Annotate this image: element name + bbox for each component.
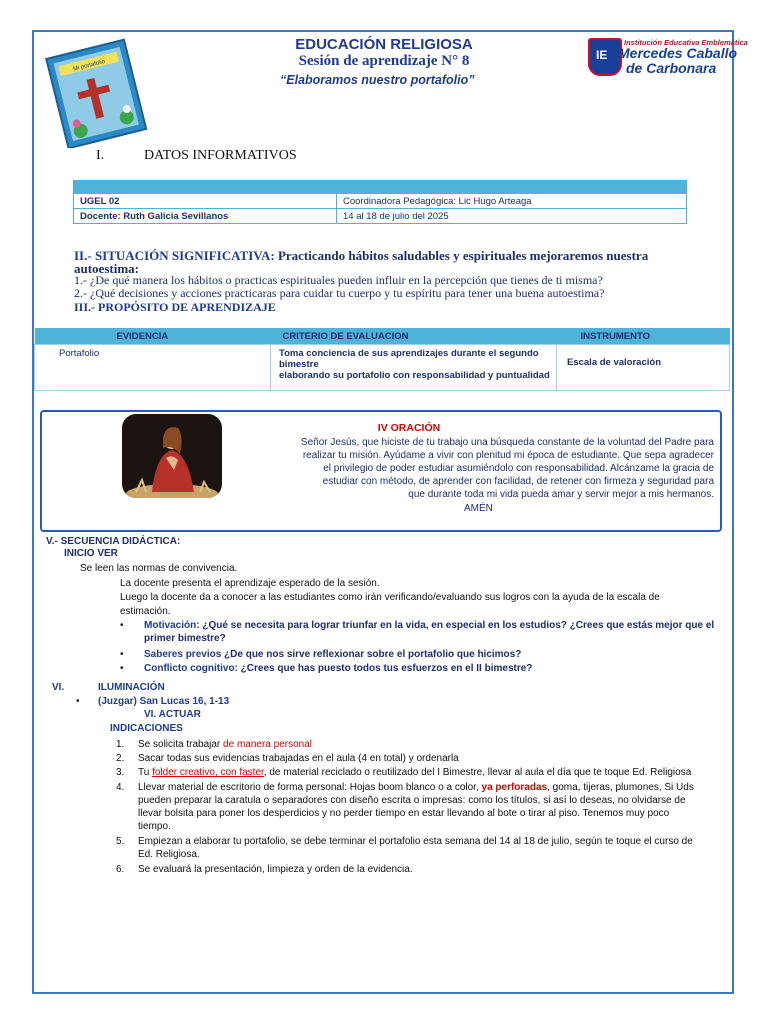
step-text: , goma, tijeras, plumones, Si Uds xyxy=(547,782,694,793)
step-4-cont: llevar bolsita para poner los desperdicios y no perder tiempo en estar llevando al bote o tirar al piso. Tenemos muy poco xyxy=(138,808,670,819)
bullet-icon: • xyxy=(120,620,124,631)
motivation-label: Motivación: xyxy=(144,620,200,631)
criterion-line-2: elaborando su portafolio con responsabilidad y puntualidad xyxy=(279,370,550,381)
school-crest-icon: IE xyxy=(588,38,622,76)
step-number: 1. xyxy=(116,739,125,750)
situation-label: II.- SITUACIÓN SIGNIFICATIVA: xyxy=(74,248,275,263)
step-text: , de material reciclado o reutilizado del I Bimestre, llevar al aula el día que te toque Ed. Religiosa xyxy=(263,767,692,778)
sequence-paragraph: Luego la docente da a conocer a las estudiantes como irán verificando/evaluando sus logros con la ayuda de la escala de xyxy=(120,592,660,603)
sequence-paragraph: La docente presenta el aprendizaje esperado de la sesión. xyxy=(120,578,380,589)
start-heading: INICIO VER xyxy=(64,548,118,559)
portfolio-art-text: Mi portafolio xyxy=(72,58,106,73)
motivation-text: ¿Qué se necesita para lograr triunfar en la vida, en especial en los estudios? ¿Crees que estás mejor que el xyxy=(199,620,715,631)
prayer-title: IV ORACIÓN xyxy=(377,422,441,434)
step-6: Se evaluará la presentación, limpieza y orden de la evidencia. xyxy=(138,864,413,875)
step-number: 4. xyxy=(116,782,125,793)
criterion-line-1: Toma conciencia de sus aprendizajes durante el segundo bimestre xyxy=(279,348,539,370)
step-highlight: folder creativo, con faster xyxy=(152,767,264,778)
step-number: 6. xyxy=(116,864,125,875)
section-title: DATOS INFORMATIVOS xyxy=(144,148,297,163)
step-4-cont: tiempo. xyxy=(138,821,171,832)
situation-heading xyxy=(74,248,648,264)
step-4 xyxy=(138,782,694,793)
teacher-cell: Docente: Ruth Galicia Sevillanos xyxy=(74,209,337,224)
indications-heading: INDICACIONES xyxy=(110,723,183,734)
table-row xyxy=(35,345,730,391)
logo-name-line1: Mercedes Caballo xyxy=(618,45,738,61)
document-title: EDUCACIÓN RELIGIOSA xyxy=(295,36,473,53)
prayer-line: estudiar con método, de aprender con facilidad, de retener con firmeza y seguridad para xyxy=(322,476,714,487)
evidence-cell: Portafolio xyxy=(35,345,271,391)
prayer-line: realizar tu misión. Ayúdame a vivir con plenitud mi época de estudiante. Que sepa agradecer xyxy=(302,450,714,461)
bullet-icon: • xyxy=(120,663,124,674)
prayer-line: que durante toda mi vida pueda amar y servir mejor a mis hermanos. xyxy=(408,489,714,500)
logo-caption: Institución Educativa Emblemática xyxy=(624,38,748,47)
prior-knowledge-label: Saberes previos xyxy=(144,649,222,660)
cognitive-conflict-text: ¿Crees que has puesto todos tus esfuerzos en el II bimestre? xyxy=(237,663,533,674)
act-heading: VI. ACTUAR xyxy=(144,709,201,720)
info-table xyxy=(73,180,687,224)
cognitive-conflict-label: Conflicto cognitivo: xyxy=(144,663,238,674)
instrument-cell: Escala de valoración xyxy=(557,345,730,391)
step-1 xyxy=(138,739,312,750)
illumination-number: VI. xyxy=(52,682,65,693)
sequence-paragraph: Se leen las normas de convivencia. xyxy=(80,563,238,574)
step-text: Tu xyxy=(138,767,153,778)
bible-reading: (Juzgar) San Lucas 16, 1-13 xyxy=(98,696,230,707)
step-5: Empiezan a elaborar tu portafolio, se debe terminar el portafolio esta semana del 14 al 18 de julio, según te toque el curso de xyxy=(138,836,693,847)
session-subtitle: Sesión de aprendizaje N° 8 xyxy=(298,53,470,69)
illumination-heading: ILUMINACIÓN xyxy=(98,682,165,693)
sequence-paragraph: estimación. xyxy=(120,606,171,617)
bullet-icon: • xyxy=(120,649,124,660)
step-highlight: de manera personal xyxy=(223,739,312,750)
step-3 xyxy=(138,767,691,778)
prior-knowledge-text: ¿De que nos sirve reflexionar sobre el portafolio que hicimos? xyxy=(221,649,522,660)
step-5-cont: Ed. Religiosa. xyxy=(138,849,200,860)
ugel-cell: UGEL 02 xyxy=(74,194,337,209)
step-number: 5. xyxy=(116,836,125,847)
criteria-table xyxy=(34,328,730,391)
situation-text-cont: autoestima: xyxy=(74,261,139,276)
prior-knowledge-item xyxy=(144,649,521,660)
bullet-icon: • xyxy=(76,696,80,707)
sequence-heading: V.- SECUENCIA DIDÁCTICA: xyxy=(46,536,181,547)
situation-text: Practicando hábitos saludables y espirituales mejoraremos nuestra xyxy=(277,248,649,263)
session-tagline: “Elaboramos nuestro portafolio” xyxy=(280,73,475,87)
motivation-text-cont: primer bimestre? xyxy=(144,633,226,644)
question-2: 2.- ¿Qué decisiones y acciones practicaras para cuidar tu cuerpo y tu espíritu para tener una buena autoestima? xyxy=(74,286,605,300)
prayer-line: Señor Jesús, que hiciste de tu trabajo una búsqueda constante de la voluntad del Padre para xyxy=(300,437,714,448)
table-row xyxy=(74,194,687,209)
motivation-item xyxy=(144,620,714,631)
step-highlight: ya perforadas xyxy=(481,782,548,793)
logo-name-line2: de Carbonara xyxy=(626,60,717,76)
step-number: 2. xyxy=(116,753,125,764)
coordinator-cell: Coordinadora Pedagógica: Lic Hugo Arteaga xyxy=(337,194,687,209)
section-number: I. xyxy=(96,148,105,163)
cognitive-conflict-item xyxy=(144,663,532,674)
portfolio-illustration xyxy=(42,38,150,148)
step-number: 3. xyxy=(116,767,125,778)
column-header-evidence: EVIDENCIA xyxy=(35,328,271,345)
prayer-line: el privilegio de poder estudiar asumiéndolo con responsabilidad. Alcánzame la gracia de xyxy=(323,463,714,474)
column-header-criterion: CRITERIO DE EVALUACION xyxy=(271,328,557,345)
purpose-heading: III.- PROPÓSITO DE APRENDIZAJE xyxy=(74,300,276,314)
prayer-amen: AMÉN xyxy=(464,503,493,514)
step-text: Llevar material de escritorio de forma personal: Hojas boom blanco o a color, xyxy=(138,782,482,793)
column-header-instrument: INSTRUMENTO xyxy=(557,328,730,345)
table-row xyxy=(74,209,687,224)
step-2: Sacar todas sus evidencias trabajadas en el aula (4 en total) y ordenarla xyxy=(138,753,459,764)
question-1: 1.- ¿De qué manera los hábitos o practicas espirituales pueden influir en la percepción que tienes de ti misma? xyxy=(74,273,603,287)
step-text: Se solicita trabajar xyxy=(138,739,224,750)
criterion-cell xyxy=(271,345,557,391)
dates-cell: 14 al 18 de julio del 2025 xyxy=(337,209,687,224)
step-4-cont: pueden preparar la caratula o separadores con diseño escrita o impresas: como los títulos, si así lo deseas, no olvidarse de xyxy=(138,795,686,806)
